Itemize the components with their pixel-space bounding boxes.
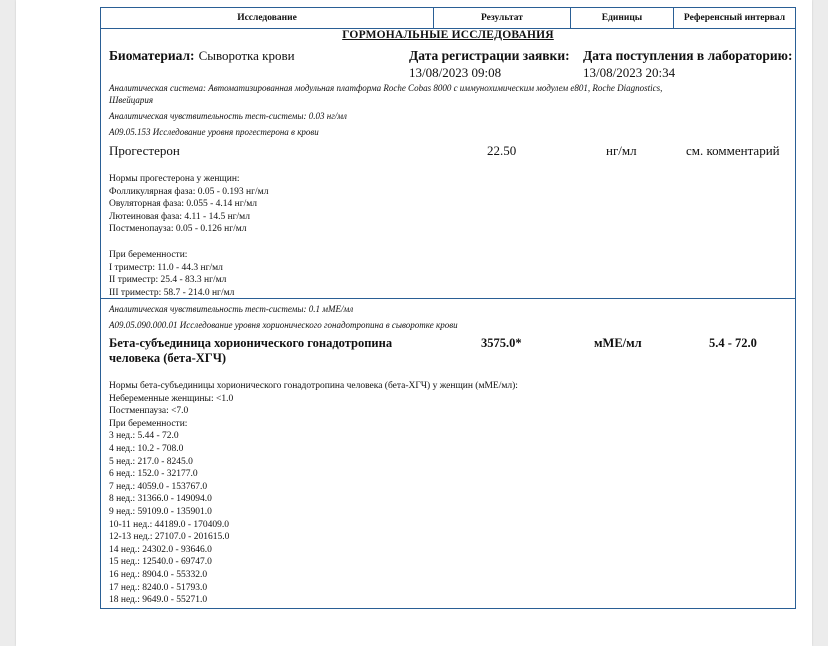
section-title: ГОРМОНАЛЬНЫЕ ИССЛЕДОВАНИЯ [342, 29, 554, 41]
norm-line: 17 нед.: 8240.0 - 51793.0 [109, 582, 208, 593]
analytic-system-line1: Аналитическая система: Автоматизированная модульная платформа Roche Cobas 8000 с иммунохимическим модулем e801, Roche Diagnostics, [109, 83, 663, 93]
progesterone-code: A09.05.153 Исследование уровня прогестерона в крови [109, 127, 319, 137]
norm-line: Постменпауза: <7.0 [109, 406, 189, 417]
hcg-reference: 5.4 - 72.0 [709, 336, 757, 350]
table-header [101, 8, 795, 29]
biomaterial-label: Биоматериал: [109, 48, 195, 63]
hcg-sensitivity: Аналитическая чувствительность тест-системы: 0.1 мМЕ/мл [109, 304, 354, 314]
norm-line: Фолликулярная фаза: 0.05 - 0.193 нг/мл [109, 186, 269, 197]
registration-value: 13/08/2023 09:08 [409, 65, 502, 80]
header-reference: Референсный интервал [683, 13, 786, 23]
norm-line: 12-13 нед.: 27107.0 - 201615.0 [109, 532, 230, 543]
norm-line: 15 нед.: 12540.0 - 69747.0 [109, 557, 212, 568]
biomaterial-value: Сыворотка крови [198, 48, 295, 63]
norm-line: 9 нед.: 59109.0 - 135901.0 [109, 506, 212, 517]
norm-line: 7 нед.: 4059.0 - 153767.0 [109, 481, 208, 492]
norm-line: При беременности: [109, 250, 188, 260]
norm-line: Лютеиновая фаза: 4.11 - 14.5 нг/мл [109, 211, 250, 222]
norm-line: 8 нед.: 31366.0 - 149094.0 [109, 494, 212, 505]
norm-line: При беременности: [109, 418, 188, 429]
norm-line: Небеременные женщины: <1.0 [109, 393, 234, 404]
document-page [16, 0, 812, 646]
hcg-units: мМЕ/мл [594, 336, 642, 350]
norm-line: Нормы бета-субъединицы хорионического гонадотропина человека (бета-ХГЧ) у женщин (мМЕ/мл): [109, 381, 518, 391]
header-study: Исследование [101, 8, 434, 28]
norm-line: 5 нед.: 217.0 - 8245.0 [109, 456, 193, 467]
row-divider [101, 298, 795, 299]
norm-line: 3 нед.: 5.44 - 72.0 [109, 431, 179, 442]
biomaterial [109, 47, 295, 65]
progesterone-name: Прогестерон [109, 143, 180, 158]
progesterone-reference: см. комментарий [686, 143, 780, 158]
norm-line: 14 нед.: 24302.0 - 93646.0 [109, 544, 212, 555]
progesterone-units: нг/мл [606, 143, 637, 158]
norm-line: 18 нед.: 9649.0 - 55271.0 [109, 595, 208, 606]
hcg-name-line2: человека (бета-ХГЧ) [109, 351, 227, 365]
results-table [100, 7, 796, 609]
norm-line: 16 нед.: 8904.0 - 55332.0 [109, 569, 208, 580]
norm-line: III триместр: 58.7 - 214.0 нг/мл [109, 287, 235, 298]
progesterone-norms [109, 173, 268, 236]
norm-line: 4 нед.: 10.2 - 708.0 [109, 443, 184, 454]
norm-line: 10-11 нед.: 44189.0 - 170409.0 [109, 519, 229, 530]
norm-line: I триместр: 11.0 - 44.3 нг/мл [109, 262, 223, 273]
header-result: Результат [434, 8, 571, 28]
hcg-norms [109, 380, 518, 607]
norm-line: II триместр: 25.4 - 83.3 нг/мл [109, 275, 227, 286]
norm-line: Постменопауза: 0.05 - 0.126 нг/мл [109, 224, 247, 235]
progesterone-pregnancy [109, 249, 234, 299]
progesterone-result: 22.50 [487, 143, 517, 158]
arrival-value: 13/08/2023 20:34 [583, 65, 676, 80]
progesterone-sensitivity: Аналитическая чувствительность тест-системы: 0.03 нг/мл [109, 111, 347, 121]
norm-line: Овуляторная фаза: 0.055 - 4.14 нг/мл [109, 199, 258, 210]
hcg-result: 3575.0* [481, 336, 522, 350]
hcg-name-line1: Бета-субъединица хорионического гонадотропина [109, 336, 393, 350]
norm-line: 6 нед.: 152.0 - 32177.0 [109, 469, 198, 480]
analytic-system-line2: Швейцария [109, 95, 154, 105]
hcg-code: A09.05.090.000.01 Исследование уровня хорионического гонадотропина в сыворотке крови [109, 320, 458, 330]
norm-line: Нормы прогестерона у женщин: [109, 174, 240, 184]
header-units: Единицы [571, 8, 674, 28]
registration-label: Дата регистрации заявки: [409, 48, 570, 63]
arrival-label: Дата поступления в лабораторию: [583, 48, 793, 63]
